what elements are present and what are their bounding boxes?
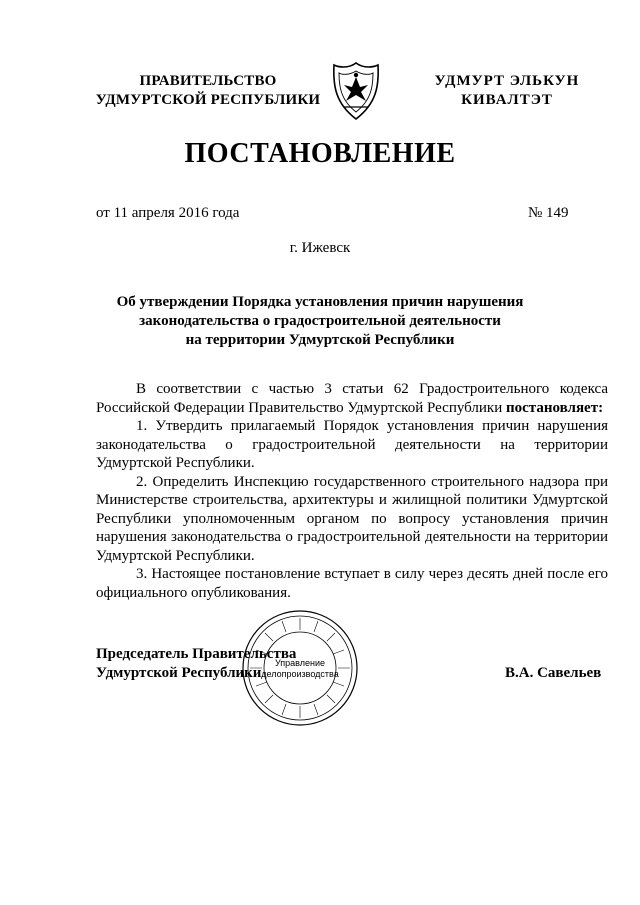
header-left — [82, 72, 334, 110]
body-intro: В соответствии с частью 3 статьи 62 Градостроительного кодекса Российской Федерации Правительство Удмуртской Республики — [96, 381, 608, 416]
document-date: от 11 апреля 2016 года — [96, 205, 240, 221]
body-item-1: 1. Утвердить прилагаемый Порядок установления причин нарушения законодательства о градостроительной деятельности на территории Удмуртской Республики. — [96, 418, 608, 471]
title-line1: Об утверждении Порядка установления причин нарушения — [116, 294, 524, 310]
body-item-3: 3. Настоящее постановление вступает в силу через десять дней после его официального опубликования. — [96, 566, 608, 601]
header-right-line1: УДМУРТ ЭЛЬКУН — [434, 73, 580, 89]
stamp-center-line2: делопроизводства — [261, 669, 339, 679]
header-left-line1: ПРАВИТЕЛЬСТВО — [139, 73, 277, 89]
body-item-2: 2. Определить Инспекцию государственного строительного надзора при Министерстве строительства, архитектуры и жилищной политики Удмуртской Республики уполномоченным органом по вопросу установления причин нарушения законодательства о градостроительной деятельности на территории Удмуртской Республики. — [96, 473, 608, 564]
body-intro-bold: постановляет: — [506, 399, 604, 416]
signature-position-line2: Удмуртской Республики — [96, 665, 262, 681]
document-body — [96, 380, 608, 602]
document-type: ПОСТАНОВЛЕНИЕ — [184, 138, 456, 169]
document-title — [110, 293, 530, 350]
coat-of-arms-icon — [330, 61, 382, 121]
signature-name: В.А. Савельев — [505, 665, 602, 681]
body-intro-paragraph — [96, 380, 608, 417]
signature-position — [96, 645, 296, 683]
header-right-line2: КИВАЛТЭТ — [461, 92, 553, 108]
header-left-line2: УДМУРТСКОЙ РЕСПУБЛИКИ — [95, 92, 321, 108]
title-line2: законодательства о градостроительной деятельности — [139, 313, 501, 329]
document-number: № 149 — [528, 205, 569, 221]
signature-position-line1: Председатель Правительства — [96, 646, 297, 662]
document-city: г. Ижевск — [289, 240, 351, 256]
header-right — [415, 72, 599, 110]
title-line3: на территории Удмуртской Республики — [185, 332, 455, 348]
stamp-center-line1: Управление — [274, 658, 326, 668]
